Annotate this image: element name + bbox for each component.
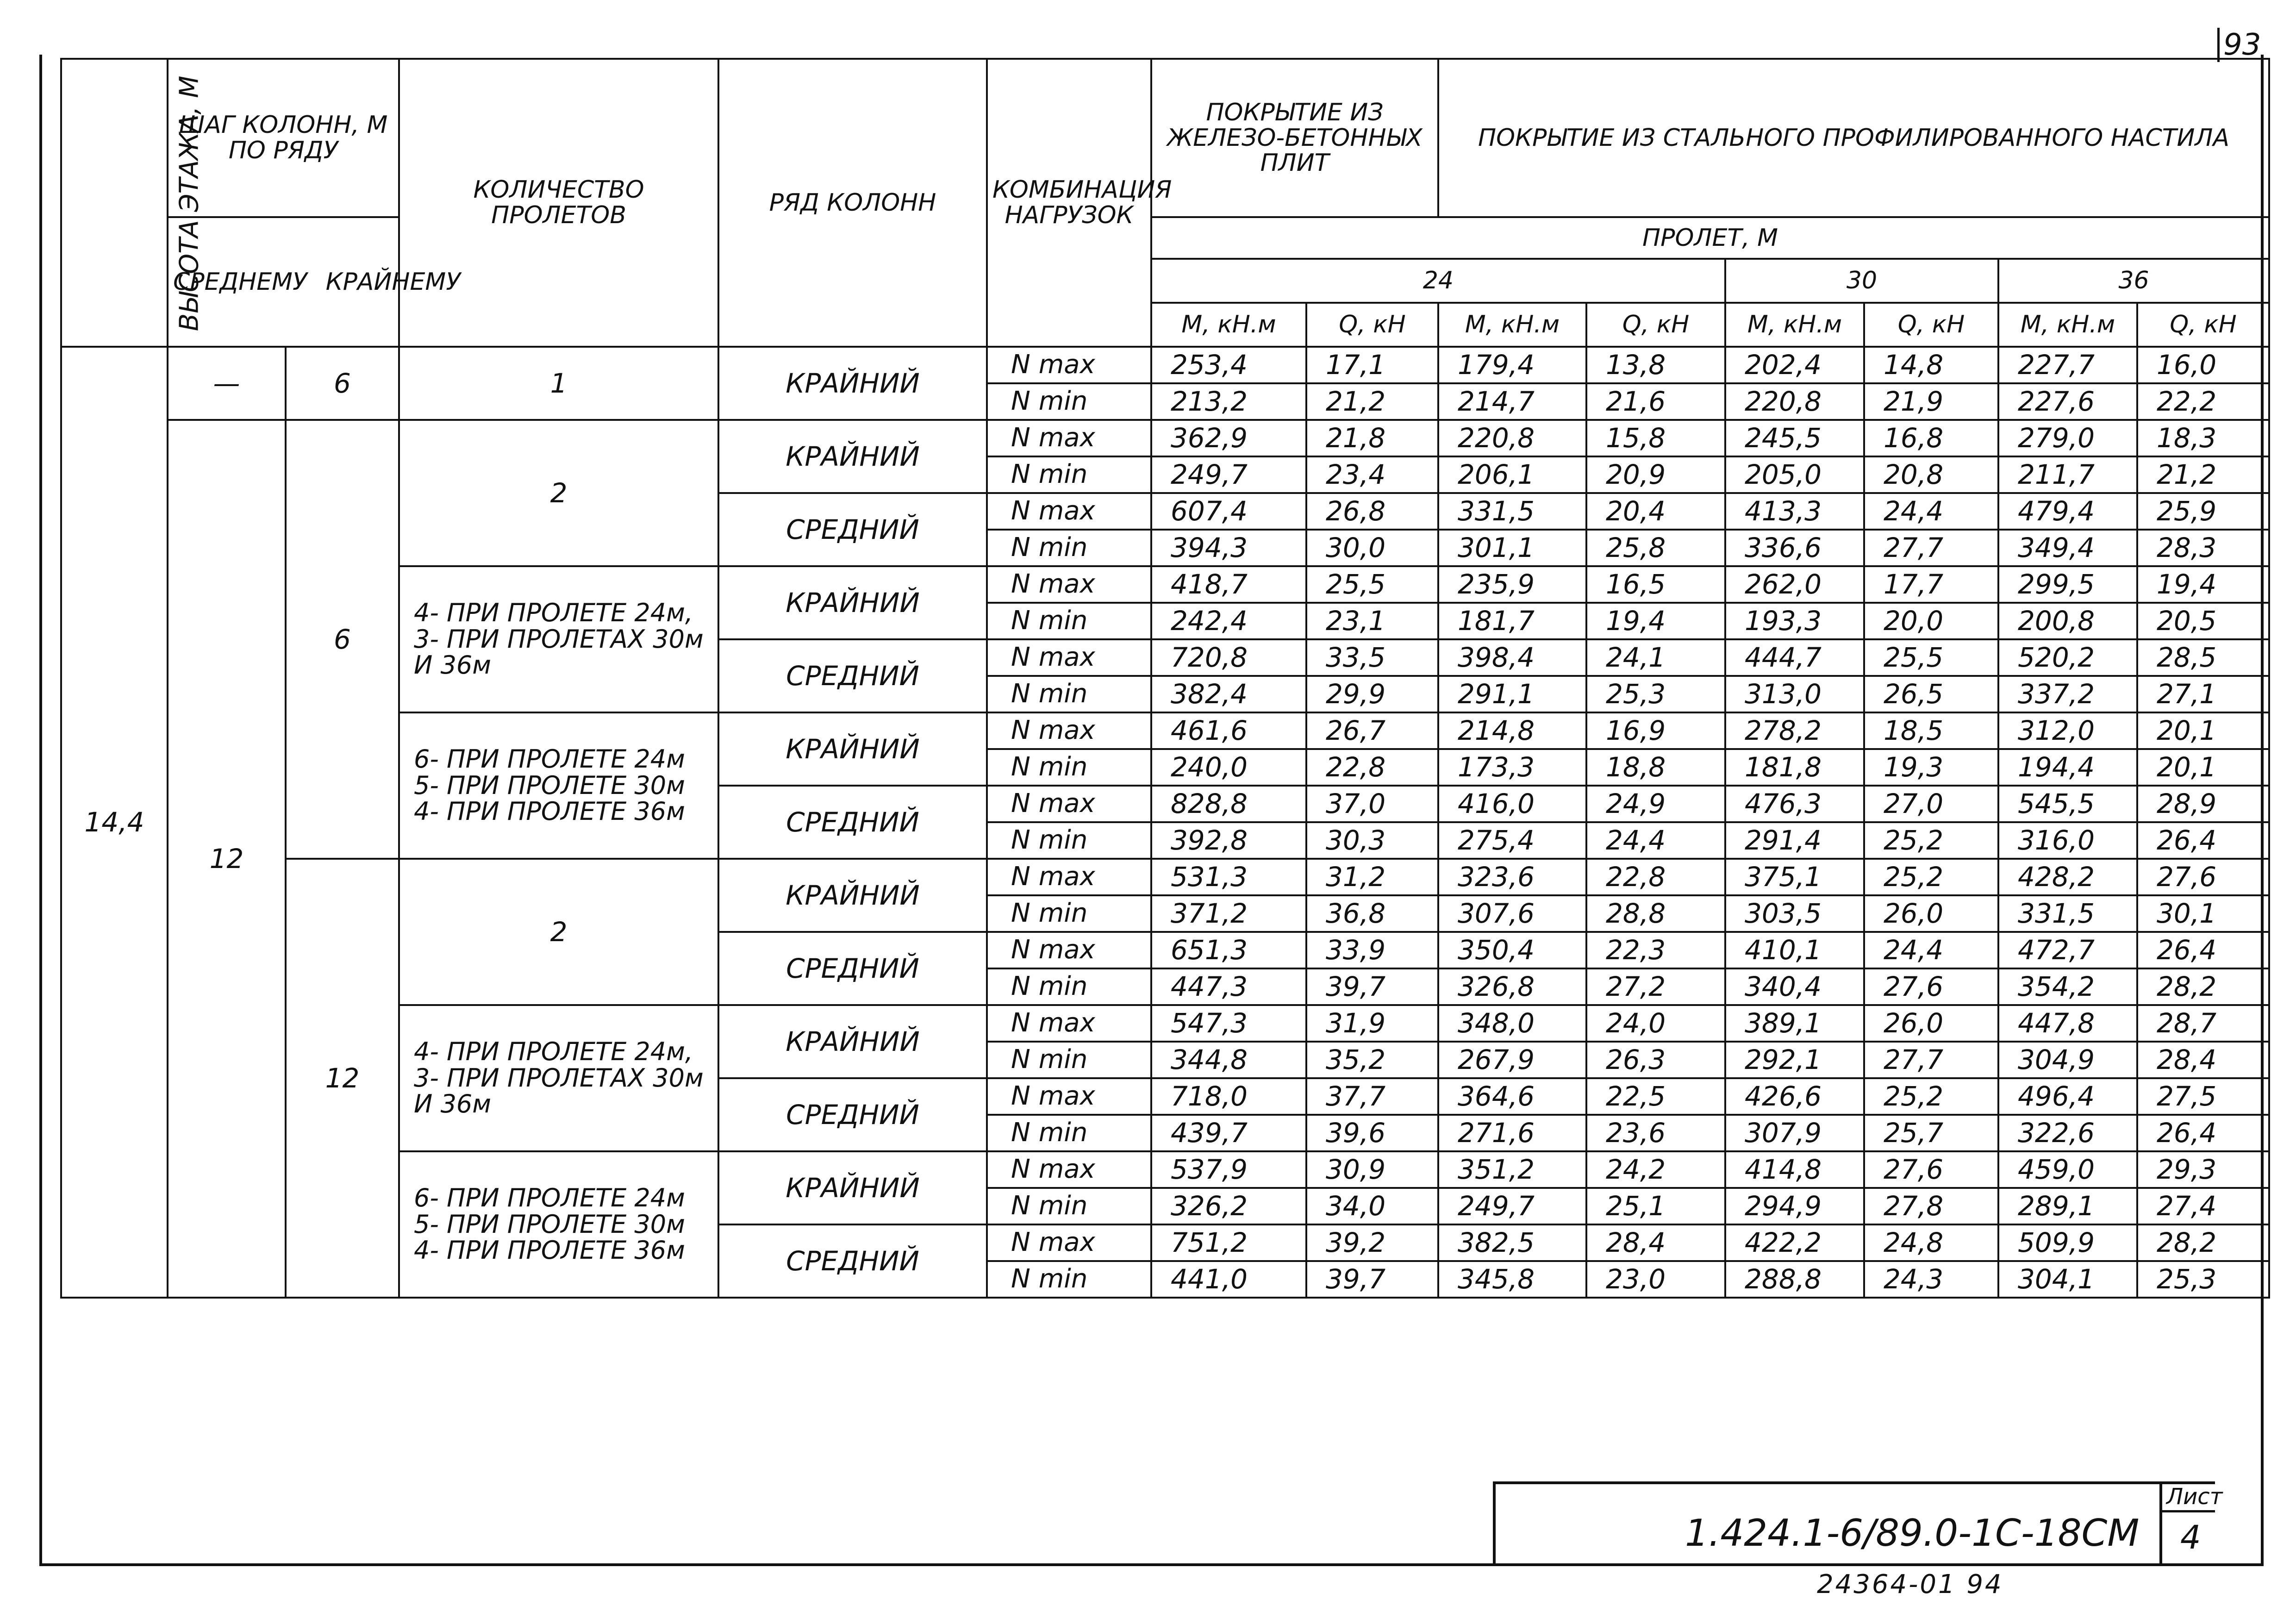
value-cell: 322,6 (1998, 1115, 2137, 1151)
value-cell: 26,5 (1864, 676, 1998, 712)
value-cell: 375,1 (1725, 859, 1864, 895)
value-cell: 31,9 (1306, 1005, 1438, 1042)
value-cell: 27,0 (1864, 786, 1998, 822)
value-cell: 441,0 (1151, 1261, 1306, 1298)
value-cell: 21,8 (1306, 420, 1438, 456)
combo-nmin: N min (987, 456, 1151, 493)
value-cell: 25,9 (2137, 493, 2269, 530)
value-cell: 362,9 (1151, 420, 1306, 456)
combo-nmax: N max (987, 493, 1151, 530)
header-m: М, кН.м (1725, 303, 1864, 347)
value-cell: 496,4 (1998, 1078, 2137, 1115)
value-cell: 607,4 (1151, 493, 1306, 530)
value-cell: 336,6 (1725, 530, 1864, 566)
value-cell: 36,8 (1306, 895, 1438, 932)
column-row-edge: КРАЙНИЙ (718, 1005, 987, 1078)
value-cell: 227,6 (1998, 383, 2137, 420)
value-cell: 337,2 (1998, 676, 2137, 712)
value-cell: 240,0 (1151, 749, 1306, 786)
value-cell: 392,8 (1151, 822, 1306, 859)
value-cell: 364,6 (1438, 1078, 1586, 1115)
value-cell: 428,2 (1998, 859, 2137, 895)
value-cell: 37,0 (1306, 786, 1438, 822)
value-cell: 15,8 (1586, 420, 1725, 456)
value-cell: 289,1 (1998, 1188, 2137, 1224)
value-cell: 520,2 (1998, 639, 2137, 676)
value-cell: 422,2 (1725, 1224, 1864, 1261)
value-cell: 413,3 (1725, 493, 1864, 530)
value-cell: 331,5 (1998, 895, 2137, 932)
header-column-pitch: ШАГ КОЛОНН, М ПО РЯДУ (168, 59, 399, 217)
sheet-divider (2159, 1510, 2215, 1512)
value-cell: 20,4 (1586, 493, 1725, 530)
value-cell: 245,5 (1725, 420, 1864, 456)
value-cell: 181,8 (1725, 749, 1864, 786)
value-cell: 25,3 (2137, 1261, 2269, 1298)
header-span: ПРОЛЕТ, М (1151, 217, 2269, 259)
column-row-edge: КРАЙНИЙ (718, 566, 987, 639)
value-cell: 220,8 (1725, 383, 1864, 420)
value-cell: 39,2 (1306, 1224, 1438, 1261)
value-cell: 307,6 (1438, 895, 1586, 932)
header-q: Q, кН (1306, 303, 1438, 347)
spans-2: 2 (399, 859, 718, 1005)
value-cell: 14,8 (1864, 347, 1998, 383)
value-cell: 28,3 (2137, 530, 2269, 566)
value-cell: 39,7 (1306, 968, 1438, 1005)
value-cell: 382,5 (1438, 1224, 1586, 1261)
value-cell: 27,6 (1864, 1151, 1998, 1188)
value-cell: 27,1 (2137, 676, 2269, 712)
value-cell: 303,5 (1725, 895, 1864, 932)
value-cell: 20,0 (1864, 603, 1998, 639)
value-cell: 291,1 (1438, 676, 1586, 712)
combo-nmax: N max (987, 1005, 1151, 1042)
value-cell: 301,1 (1438, 530, 1586, 566)
value-cell: 26,0 (1864, 1005, 1998, 1042)
value-cell: 26,4 (2137, 1115, 2269, 1151)
value-cell: 447,8 (1998, 1005, 2137, 1042)
spans-2: 2 (399, 420, 718, 566)
value-cell: 651,3 (1151, 932, 1306, 968)
value-cell: 253,4 (1151, 347, 1306, 383)
combo-nmin: N min (987, 1042, 1151, 1078)
column-row-edge: КРАЙНИЙ (718, 347, 987, 420)
value-cell: 17,1 (1306, 347, 1438, 383)
column-row-middle: СРЕДНИЙ (718, 932, 987, 1005)
value-cell: 439,7 (1151, 1115, 1306, 1151)
value-cell: 472,7 (1998, 932, 2137, 968)
value-cell: 28,7 (2137, 1005, 2269, 1042)
value-cell: 21,2 (2137, 456, 2269, 493)
value-cell: 20,9 (1586, 456, 1725, 493)
value-cell: 249,7 (1438, 1188, 1586, 1224)
value-cell: 18,3 (2137, 420, 2269, 456)
value-cell: 25,2 (1864, 822, 1998, 859)
sheet-label: Лист (2166, 1484, 2223, 1510)
value-cell: 28,5 (2137, 639, 2269, 676)
value-cell: 213,2 (1151, 383, 1306, 420)
value-cell: 28,4 (2137, 1042, 2269, 1078)
value-cell: 26,0 (1864, 895, 1998, 932)
value-cell: 26,4 (2137, 932, 2269, 968)
pitch-middle-dash: — (168, 347, 286, 420)
header-m: М, кН.м (1438, 303, 1586, 347)
value-cell: 16,9 (1586, 712, 1725, 749)
column-row-edge: КРАЙНИЙ (718, 1151, 987, 1224)
value-cell: 751,2 (1151, 1224, 1306, 1261)
value-cell: 26,4 (2137, 822, 2269, 859)
value-cell: 16,5 (1586, 566, 1725, 603)
spans-4: 4- ПРИ ПРОЛЕТЕ 24м, 3- ПРИ ПРОЛЕТАХ 30м И 36м (399, 1005, 718, 1151)
value-cell: 25,2 (1864, 859, 1998, 895)
pitch-edge-6: 6 (286, 420, 399, 859)
value-cell: 25,5 (1864, 639, 1998, 676)
column-row-middle: СРЕДНИЙ (718, 786, 987, 859)
table-row (61, 420, 2269, 456)
value-cell: 350,4 (1438, 932, 1586, 968)
value-cell: 30,3 (1306, 822, 1438, 859)
combo-nmin: N min (987, 1261, 1151, 1298)
column-row-middle: СРЕДНИЙ (718, 493, 987, 566)
value-cell: 27,7 (1864, 1042, 1998, 1078)
value-cell: 227,7 (1998, 347, 2137, 383)
value-cell: 194,4 (1998, 749, 2137, 786)
value-cell: 29,3 (2137, 1151, 2269, 1188)
value-cell: 30,0 (1306, 530, 1438, 566)
value-cell: 344,8 (1151, 1042, 1306, 1078)
value-cell: 27,4 (2137, 1188, 2269, 1224)
value-cell: 181,7 (1438, 603, 1586, 639)
value-cell: 718,0 (1151, 1078, 1306, 1115)
value-cell: 206,1 (1438, 456, 1586, 493)
value-cell: 19,3 (1864, 749, 1998, 786)
sheet-number: 4 (2180, 1518, 2201, 1556)
value-cell: 316,0 (1998, 822, 2137, 859)
value-cell: 242,4 (1151, 603, 1306, 639)
combo-nmax: N max (987, 420, 1151, 456)
header-q: Q, кН (1586, 303, 1725, 347)
value-cell: 447,3 (1151, 968, 1306, 1005)
combo-nmax: N max (987, 712, 1151, 749)
value-cell: 459,0 (1998, 1151, 2137, 1188)
value-cell: 19,4 (2137, 566, 2269, 603)
value-cell: 25,1 (1586, 1188, 1725, 1224)
column-row-middle: СРЕДНИЙ (718, 1224, 987, 1298)
value-cell: 19,4 (1586, 603, 1725, 639)
value-cell: 35,2 (1306, 1042, 1438, 1078)
value-cell: 288,8 (1725, 1261, 1864, 1298)
combo-nmax: N max (987, 1224, 1151, 1261)
value-cell: 22,5 (1586, 1078, 1725, 1115)
combo-nmin: N min (987, 383, 1151, 420)
header-column-row: РЯД КОЛОНН (718, 59, 987, 347)
value-cell: 479,4 (1998, 493, 2137, 530)
combo-nmax: N max (987, 859, 1151, 895)
value-cell: 28,2 (2137, 1224, 2269, 1261)
value-cell: 279,0 (1998, 420, 2137, 456)
value-cell: 509,9 (1998, 1224, 2137, 1261)
value-cell: 20,1 (2137, 712, 2269, 749)
value-cell: 294,9 (1725, 1188, 1864, 1224)
combo-nmin: N min (987, 749, 1151, 786)
value-cell: 200,8 (1998, 603, 2137, 639)
spans-4: 4- ПРИ ПРОЛЕТЕ 24м, 3- ПРИ ПРОЛЕТАХ 30м И 36м (399, 566, 718, 712)
value-cell: 39,7 (1306, 1261, 1438, 1298)
value-cell: 25,3 (1586, 676, 1725, 712)
combo-nmin: N min (987, 1115, 1151, 1151)
value-cell: 426,6 (1725, 1078, 1864, 1115)
value-cell: 21,9 (1864, 383, 1998, 420)
page-number: 93 (2217, 28, 2261, 62)
value-cell: 326,2 (1151, 1188, 1306, 1224)
value-cell: 22,8 (1306, 749, 1438, 786)
column-row-edge: КРАЙНИЙ (718, 859, 987, 932)
value-cell: 292,1 (1725, 1042, 1864, 1078)
value-cell: 27,6 (1864, 968, 1998, 1005)
combo-nmax: N max (987, 1078, 1151, 1115)
spans-6: 6- ПРИ ПРОЛЕТЕ 24м 5- ПРИ ПРОЛЕТЕ 30м 4- ПРИ ПРОЛЕТЕ 36м (399, 1151, 718, 1298)
value-cell: 249,7 (1151, 456, 1306, 493)
header-span-24: 24 (1151, 259, 1725, 303)
combo-nmax: N max (987, 786, 1151, 822)
combo-nmin: N min (987, 1188, 1151, 1224)
value-cell: 348,0 (1438, 1005, 1586, 1042)
value-cell: 28,4 (1586, 1224, 1725, 1261)
value-cell: 20,1 (2137, 749, 2269, 786)
value-cell: 262,0 (1725, 566, 1864, 603)
combo-nmin: N min (987, 603, 1151, 639)
document-code: 1.424.1-6/89.0-1С-18СМ (1685, 1512, 2140, 1555)
value-cell: 22,3 (1586, 932, 1725, 968)
value-cell: 26,7 (1306, 712, 1438, 749)
value-cell: 299,5 (1998, 566, 2137, 603)
value-cell: 24,4 (1864, 493, 1998, 530)
value-cell: 414,8 (1725, 1151, 1864, 1188)
value-cell: 27,5 (2137, 1078, 2269, 1115)
pitch-middle-12: 12 (168, 420, 286, 1298)
value-cell: 278,2 (1725, 712, 1864, 749)
value-cell: 304,1 (1998, 1261, 2137, 1298)
value-cell: 25,8 (1586, 530, 1725, 566)
value-cell: 267,9 (1438, 1042, 1586, 1078)
combo-nmax: N max (987, 347, 1151, 383)
value-cell: 24,4 (1864, 932, 1998, 968)
table-row (61, 859, 2269, 895)
value-cell: 461,6 (1151, 712, 1306, 749)
value-cell: 205,0 (1725, 456, 1864, 493)
header-span-36: 36 (1998, 259, 2269, 303)
height-value: 14,4 (61, 347, 168, 1298)
value-cell: 220,8 (1438, 420, 1586, 456)
combo-nmin: N min (987, 530, 1151, 566)
header-m: М, кН.м (1998, 303, 2137, 347)
value-cell: 398,4 (1438, 639, 1586, 676)
value-cell: 394,3 (1151, 530, 1306, 566)
value-cell: 202,4 (1725, 347, 1864, 383)
table-row (61, 347, 2269, 383)
value-cell: 382,4 (1151, 676, 1306, 712)
combo-nmax: N max (987, 1151, 1151, 1188)
value-cell: 28,8 (1586, 895, 1725, 932)
value-cell: 313,0 (1725, 676, 1864, 712)
header-steel-cover: ПОКРЫТИЕ ИЗ СТАЛЬНОГО ПРОФИЛИРОВАННОГО НАСТИЛА (1438, 59, 2269, 217)
value-cell: 371,2 (1151, 895, 1306, 932)
header-spans-count: КОЛИЧЕСТВО ПРОЛЕТОВ (399, 59, 718, 347)
value-cell: 29,9 (1306, 676, 1438, 712)
value-cell: 179,4 (1438, 347, 1586, 383)
value-cell: 545,5 (1998, 786, 2137, 822)
inventory-number: 24364-01 94 (1817, 1569, 2003, 1599)
value-cell: 17,7 (1864, 566, 1998, 603)
spans-1: 1 (399, 347, 718, 420)
combo-nmin: N min (987, 676, 1151, 712)
value-cell: 416,0 (1438, 786, 1586, 822)
value-cell: 39,6 (1306, 1115, 1438, 1151)
value-cell: 33,9 (1306, 932, 1438, 968)
value-cell: 13,8 (1586, 347, 1725, 383)
column-row-edge: КРАЙНИЙ (718, 712, 987, 786)
header-rc-cover: ПОКРЫТИЕ ИЗ ЖЕЛЕЗО-БЕТОННЫХ ПЛИТ (1151, 59, 1438, 217)
loads-table (60, 58, 2270, 1299)
value-cell: 193,3 (1725, 603, 1864, 639)
header-pitch-middle: СРЕДНЕМУ (173, 268, 307, 296)
value-cell: 291,4 (1725, 822, 1864, 859)
value-cell: 22,2 (2137, 383, 2269, 420)
value-cell: 547,3 (1151, 1005, 1306, 1042)
value-cell: 351,2 (1438, 1151, 1586, 1188)
combo-nmax: N max (987, 932, 1151, 968)
value-cell: 349,4 (1998, 530, 2137, 566)
value-cell: 28,9 (2137, 786, 2269, 822)
value-cell: 16,8 (1864, 420, 1998, 456)
value-cell: 211,7 (1998, 456, 2137, 493)
value-cell: 271,6 (1438, 1115, 1586, 1151)
value-cell: 410,1 (1725, 932, 1864, 968)
value-cell: 27,6 (2137, 859, 2269, 895)
value-cell: 33,5 (1306, 639, 1438, 676)
value-cell: 25,7 (1864, 1115, 1998, 1151)
value-cell: 34,0 (1306, 1188, 1438, 1224)
column-row-middle: СРЕДНИЙ (718, 639, 987, 712)
value-cell: 24,3 (1864, 1261, 1998, 1298)
header-m: М, кН.м (1151, 303, 1306, 347)
value-cell: 21,2 (1306, 383, 1438, 420)
value-cell: 389,1 (1725, 1005, 1864, 1042)
value-cell: 23,6 (1586, 1115, 1725, 1151)
value-cell: 23,0 (1586, 1261, 1725, 1298)
combo-nmin: N min (987, 968, 1151, 1005)
value-cell: 275,4 (1438, 822, 1586, 859)
header-q: Q, кН (1864, 303, 1998, 347)
value-cell: 24,0 (1586, 1005, 1725, 1042)
value-cell: 418,7 (1151, 566, 1306, 603)
value-cell: 345,8 (1438, 1261, 1586, 1298)
value-cell: 476,3 (1725, 786, 1864, 822)
value-cell: 22,8 (1586, 859, 1725, 895)
value-cell: 531,3 (1151, 859, 1306, 895)
value-cell: 24,2 (1586, 1151, 1725, 1188)
value-cell: 20,5 (2137, 603, 2269, 639)
column-row-edge: КРАЙНИЙ (718, 420, 987, 493)
header-q: Q, кН (2137, 303, 2269, 347)
value-cell: 28,2 (2137, 968, 2269, 1005)
value-cell: 307,9 (1725, 1115, 1864, 1151)
combo-nmax: N max (987, 639, 1151, 676)
value-cell: 444,7 (1725, 639, 1864, 676)
value-cell: 354,2 (1998, 968, 2137, 1005)
value-cell: 30,9 (1306, 1151, 1438, 1188)
value-cell: 24,9 (1586, 786, 1725, 822)
value-cell: 24,1 (1586, 639, 1725, 676)
header-span-30: 30 (1725, 259, 1998, 303)
header-floor-height: ВЫСОТА ЭТАЖА, М (61, 59, 168, 347)
value-cell: 20,8 (1864, 456, 1998, 493)
value-cell: 828,8 (1151, 786, 1306, 822)
value-cell: 30,1 (2137, 895, 2269, 932)
value-cell: 214,7 (1438, 383, 1586, 420)
value-cell: 25,5 (1306, 566, 1438, 603)
value-cell: 27,7 (1864, 530, 1998, 566)
header-pitch-edge: КРАЙНЕМУ (325, 268, 461, 296)
value-cell: 37,7 (1306, 1078, 1438, 1115)
value-cell: 16,0 (2137, 347, 2269, 383)
value-cell: 25,2 (1864, 1078, 1998, 1115)
combo-nmin: N min (987, 895, 1151, 932)
value-cell: 312,0 (1998, 712, 2137, 749)
header-load-combo: КОМБИНАЦИЯ НАГРУЗОК (987, 59, 1151, 347)
value-cell: 26,8 (1306, 493, 1438, 530)
value-cell: 304,9 (1998, 1042, 2137, 1078)
value-cell: 323,6 (1438, 859, 1586, 895)
value-cell: 173,3 (1438, 749, 1586, 786)
value-cell: 27,8 (1864, 1188, 1998, 1224)
value-cell: 31,2 (1306, 859, 1438, 895)
value-cell: 24,4 (1586, 822, 1725, 859)
combo-nmin: N min (987, 822, 1151, 859)
value-cell: 23,1 (1306, 603, 1438, 639)
combo-nmax: N max (987, 566, 1151, 603)
value-cell: 537,9 (1151, 1151, 1306, 1188)
value-cell: 235,9 (1438, 566, 1586, 603)
spans-6: 6- ПРИ ПРОЛЕТЕ 24м 5- ПРИ ПРОЛЕТЕ 30м 4- ПРИ ПРОЛЕТЕ 36м (399, 712, 718, 859)
value-cell: 26,3 (1586, 1042, 1725, 1078)
value-cell: 331,5 (1438, 493, 1586, 530)
value-cell: 21,6 (1586, 383, 1725, 420)
value-cell: 720,8 (1151, 639, 1306, 676)
value-cell: 24,8 (1864, 1224, 1998, 1261)
pitch-edge-12: 12 (286, 859, 399, 1298)
value-cell: 23,4 (1306, 456, 1438, 493)
pitch-edge-6: 6 (286, 347, 399, 420)
value-cell: 340,4 (1725, 968, 1864, 1005)
value-cell: 18,5 (1864, 712, 1998, 749)
value-cell: 27,2 (1586, 968, 1725, 1005)
value-cell: 214,8 (1438, 712, 1586, 749)
value-cell: 326,8 (1438, 968, 1586, 1005)
value-cell: 18,8 (1586, 749, 1725, 786)
column-row-middle: СРЕДНИЙ (718, 1078, 987, 1151)
